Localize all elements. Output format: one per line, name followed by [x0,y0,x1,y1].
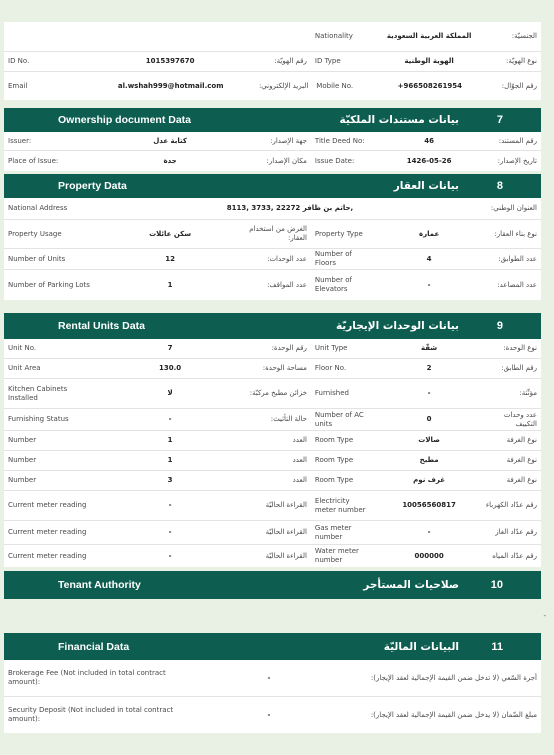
field-value: 12 [165,254,175,263]
field-label-en: Number of Elevators [314,276,352,293]
rental-units-panel [4,339,541,567]
field-label-en: Water meter number [314,547,359,564]
field-label-en: Electricity meter number [314,496,366,514]
field-value: - [168,528,172,536]
field-label-ar: نوع الغرفة [506,456,537,464]
section-title-ar: بيانات مستندات الملكيّة [339,114,459,126]
field-label-ar: جهة الإصدار: [270,136,307,145]
field-label-en: Property Type [314,229,363,238]
section-title-ar: بيانات الوحدات الإيجاريّة [335,320,459,332]
table-row [4,52,541,72]
field-value: - [168,415,172,423]
field-label-ar: رقم عدّاد المياه [492,551,537,560]
ownership-panel [4,132,541,171]
field-label-ar: مساحة الوحدة: [262,364,307,372]
field-label-en: Number of Parking Lots [8,280,90,289]
address-value: 8113, 3733, 22272 حاتم بن ظافر, [226,204,354,212]
field-label-ar: خزائن مطبخ مركبّة: [249,389,307,397]
table-row [4,471,541,491]
field-label-ar: نوع الوحدة: [503,344,537,352]
table-row [4,359,541,379]
field-label-ar: العدد [292,456,307,464]
field-value: لا [167,389,173,397]
field-label-en: Nationality [314,32,353,40]
stray-dash: - [543,612,546,620]
section-header-7 [4,108,541,132]
field-label-en: ID No. [8,57,30,65]
field-label-en: Number [8,436,37,444]
field-label-ar: رقم عدّاد الغاز [495,528,537,536]
table-row [4,249,541,270]
field-value: 1 [167,456,173,464]
field-label-ar: نوع الغرفة [506,436,537,444]
section-header-9 [4,313,541,339]
field-label-ar: أجرة السّعي (لا تدخل ضمن القيمة الإجمالية لعقد الإيجار): [370,673,537,682]
table-row [4,431,541,451]
field-label-en: Current meter reading [8,528,87,536]
field-label-ar: رقم الجوّال: [501,81,537,90]
section-title-ar: بيانات العقار [393,180,459,192]
field-label-ar: عدد الطوابق: [498,254,537,263]
field-value: 7 [167,344,173,352]
table-row [4,491,541,521]
field-label-en: Mobile No. [316,81,354,90]
section-number: 10 [490,579,503,591]
section-title-en: Rental Units Data [58,320,145,332]
field-label-ar: القراءة الحاليّة [265,551,307,560]
field-value: 0 [426,415,432,423]
field-value: - [168,551,172,560]
table-row [4,132,541,151]
field-label-en: Floor No. [314,364,347,372]
section-title-en: Ownership document Data [58,114,192,126]
field-label-en: Number of Units [8,254,66,263]
field-label-en: National Address [8,204,68,212]
field-value: 1 [167,280,173,289]
section-number: 11 [491,640,503,653]
field-label-ar: نوع الغرفة [506,476,537,484]
field-label-en: Place of Issue: [8,156,59,165]
field-value: 2 [426,364,432,372]
table-row [4,22,541,52]
section-header-11 [4,633,541,660]
field-label-en: Title Deed No: [314,136,365,145]
field-value: الهوية الوطنية [404,57,454,65]
field-label-ar: عدد المصاعد: [497,280,537,289]
field-label-en: Room Type [314,476,354,484]
table-row [4,697,541,733]
field-label-ar: نوع بناء العقار: [494,229,537,238]
field-label-en: Property Usage [8,229,62,238]
section-number: 7 [496,114,503,126]
field-label-ar: العدد [292,476,307,484]
field-label-en: Number of AC units [314,410,364,428]
field-label-ar: الغرض من استخدام العقار: [249,225,307,242]
field-label-ar: مكان الإصدار: [266,156,307,165]
field-label-ar: رقم المستند: [498,136,537,145]
field-label-en: Number [8,456,37,464]
table-row [4,521,541,545]
field-value: 000000 [414,551,444,560]
field-label-ar: عدد وحدات التكييف [503,410,537,428]
field-label-en: Email [8,81,28,90]
field-label-ar: البريد الإلكتروني: [258,81,309,90]
field-label-en: Number of Floors [314,250,352,267]
field-label-en: Unit Area [8,364,41,372]
field-label-ar: الجنسيّة: [511,32,537,40]
field-value: عمارة [418,229,440,238]
table-row [4,451,541,471]
field-value: 1426-05-26 [406,156,452,165]
section-header-10 [4,571,541,599]
section-header-8 [4,174,541,198]
field-value: شقّة [421,344,438,352]
field-label-ar: عدد المواقف: [267,280,307,289]
field-label-ar: مؤثّثة: [519,389,537,397]
field-label-ar: عدد الوحدات: [267,254,307,263]
section-title-en: Tenant Authority [58,579,141,591]
field-value: 46 [424,136,434,145]
field-value: - [267,710,271,719]
table-row [4,198,541,220]
field-value: المملكة العربية السعودية [386,32,472,40]
field-label-ar: العنوان الوطني: [490,204,537,212]
field-value: كتابة عدل [153,136,187,145]
section-title-en: Financial Data [58,640,130,653]
field-label-ar: نوع الهويّة: [506,57,537,65]
field-value: - [427,280,431,289]
field-label-ar: القراءة الحاليّة [265,528,307,536]
email-value: al.wshah999@hotmail.com [117,81,224,90]
financial-panel [4,660,541,733]
field-value: مطبخ [419,456,439,464]
field-label-en: Unit Type [314,344,348,352]
table-row [4,545,541,567]
field-label-en: Unit No. [8,344,37,352]
table-row [4,72,541,100]
field-label-ar: العدد [292,436,307,444]
property-panel [4,198,541,300]
table-row [4,270,541,300]
field-value: جدة [163,156,177,165]
field-label-ar: رقم الطابق: [501,364,537,372]
field-label-en: Furnishing Status [8,415,69,423]
field-label-en: Furnished [314,389,349,397]
field-label-ar: رقم الوحدة: [271,344,307,352]
field-value: 1 [167,436,173,444]
field-value: سكن عائلات [149,229,192,238]
field-label-ar: مبلغ الضّمان (لا يدخل ضمن القيمة الإجمالية لعقد الإيجار): [370,710,537,719]
field-label-en: Security Deposit (Not included in total contract amount): [8,706,174,723]
field-value: - [427,528,431,536]
field-label-en: ID Type [314,57,341,65]
field-label-en: Gas meter number [314,523,352,541]
field-value: غرف نوم [413,476,446,484]
field-label-en: Issue Date: [314,156,355,165]
section-title-ar: البيانات الماليّة [383,640,459,653]
field-value: - [267,673,271,682]
field-label-ar: حالة التأثيث: [270,415,307,423]
field-label-en: Kitchen Cabinets Installed [8,384,68,402]
field-value: 1015397670 [145,57,195,65]
field-label-ar: تاريخ الإصدار: [497,156,537,165]
section-title-en: Property Data [58,180,127,192]
field-label-ar: رقم الهويّة: [274,57,307,65]
field-label-en: Room Type [314,456,354,464]
field-label-en: Brokerage Fee (Not included in total contract amount): [8,669,166,686]
field-label-ar: القراءة الحاليّة [265,501,307,509]
table-row [4,339,541,359]
table-row [4,379,541,409]
table-row [4,409,541,431]
table-row [4,220,541,249]
section-title-ar: صلاحيات المستأجر [363,579,459,591]
section-number: 8 [496,180,503,192]
table-row [4,151,541,171]
section-number: 9 [496,320,503,332]
mobile-value: +966508261954 [397,81,462,90]
field-label-en: Issuer: [8,136,32,145]
field-value: صالات [418,436,440,444]
field-value: - [427,389,431,397]
field-value: - [168,501,172,509]
field-label-en: Current meter reading [8,501,87,509]
field-label-en: Room Type [314,436,354,444]
field-value: 3 [167,476,173,484]
field-label-en: Number [8,476,37,484]
personal-info-panel [4,22,541,100]
field-value: 10056560817 [402,501,456,509]
table-row [4,660,541,697]
field-value: 4 [426,254,432,263]
field-label-en: Current meter reading [8,551,87,560]
field-value: 130.0 [159,364,182,372]
field-label-ar: رقم عدّاد الكهرباء [485,501,537,509]
